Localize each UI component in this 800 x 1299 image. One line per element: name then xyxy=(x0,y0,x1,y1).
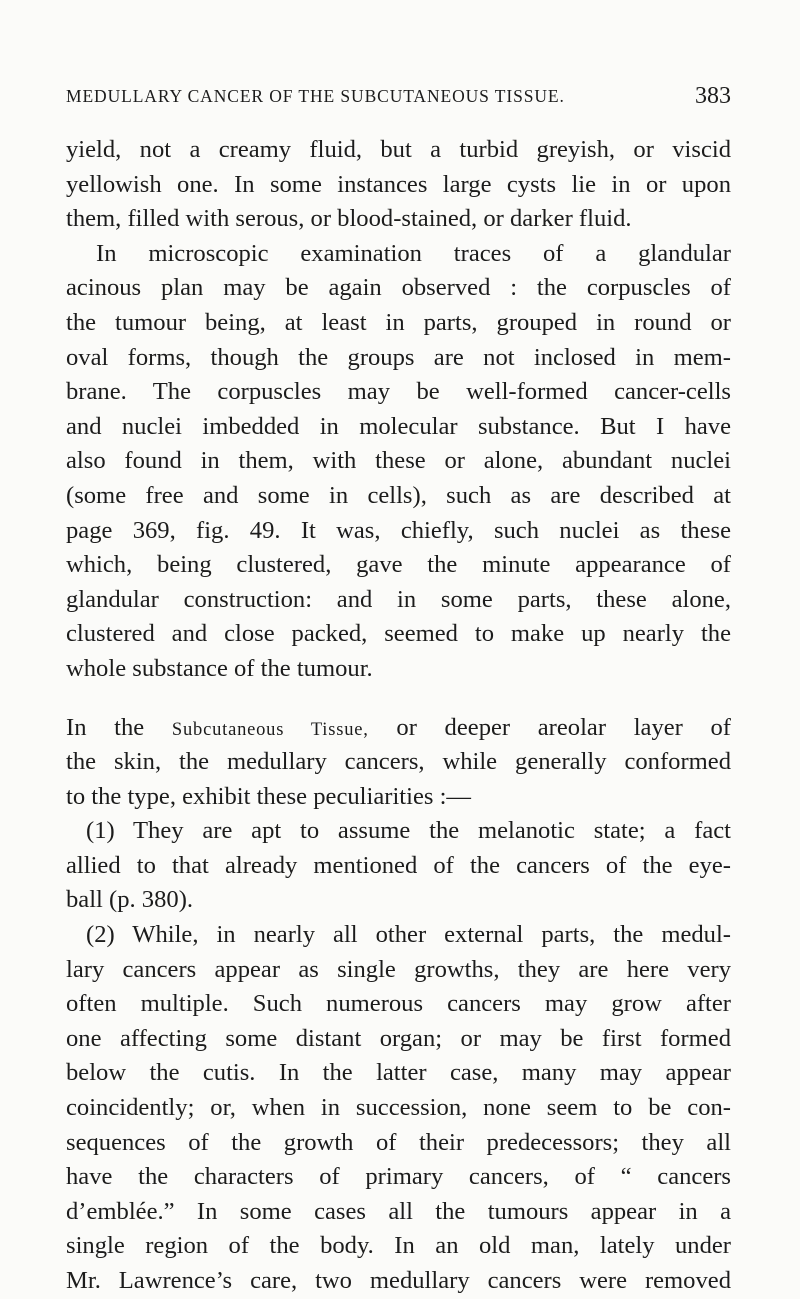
text-line xyxy=(66,711,731,746)
text-line: the skin, the medullary cancers, while generally conformed xyxy=(66,748,731,776)
running-title: MEDULLARY CANCER OF THE SUBCUTANEOUS TISSUE. xyxy=(66,86,565,106)
text-line: coincidently; or, when in succession, none seem to be con- xyxy=(66,1094,731,1122)
paragraph-2 xyxy=(66,237,731,687)
list-item-2 xyxy=(66,918,731,1299)
text-line: the tumour being, at least in parts, grouped in round or xyxy=(66,308,731,336)
text-line: clustered and close packed, seemed to make up nearly the xyxy=(66,620,731,648)
text-line: allied to that already mentioned of the cancers of the eye- xyxy=(66,851,731,879)
text-line: them, filled with serous, or blood-stained, or darker fluid. xyxy=(66,205,632,233)
section-gap xyxy=(66,687,731,711)
text-line: page 369, fig. 49. It was, chiefly, such nuclei as these xyxy=(66,516,731,544)
section-heading-smallcaps: Subcutaneous Tissue, xyxy=(171,719,369,740)
text-line: which, being clustered, gave the minute appearance of xyxy=(66,551,731,579)
text-line: oval forms, though the groups are not inclosed in mem- xyxy=(66,343,731,371)
page-number: 383 xyxy=(695,83,731,109)
text-line: lary cancers appear as single growths, they are here very xyxy=(66,955,731,983)
text-line: and nuclei imbedded in molecular substance. But I have xyxy=(66,412,731,440)
text-line: sequences of the growth of their predecessors; they all xyxy=(66,1128,731,1156)
list-item-1 xyxy=(66,814,731,918)
text-line: brane. The corpuscles may be well-formed cancer-cells xyxy=(66,378,731,406)
text-line: also found in them, with these or alone, abundant nuclei xyxy=(66,447,731,475)
text-line: acinous plan may be again observed : the corpuscles of xyxy=(66,274,731,302)
text-line: to the type, exhibit these peculiarities :— xyxy=(66,782,472,810)
text-line: whole substance of the tumour. xyxy=(66,654,373,682)
text-run: or deeper areolar layer of xyxy=(368,713,731,741)
paragraph-1 xyxy=(66,133,731,237)
text-line: (some free and some in cells), such as are described at xyxy=(66,481,731,509)
text-line: (1) They are apt to assume the melanotic state; a fact xyxy=(86,817,731,845)
text-line: d’emblée.” In some cases all the tumours appear in a xyxy=(66,1197,731,1225)
text-line: below the cutis. In the latter case, many may appear xyxy=(66,1059,731,1087)
text-line: single region of the body. In an old man, lately under xyxy=(66,1232,731,1260)
text-line: have the characters of primary cancers, of “ cancers xyxy=(66,1163,731,1191)
text-line: In microscopic examination traces of a glandular xyxy=(96,239,731,267)
text-line: Mr. Lawrence’s care, two medullary cancers were removed xyxy=(66,1267,731,1294)
text-line: (2) While, in nearly all other external parts, the medul- xyxy=(86,921,731,949)
paragraph-3 xyxy=(66,711,731,815)
body-text xyxy=(66,133,731,1299)
text-line: yellowish one. In some instances large cysts lie in or upon xyxy=(66,170,731,198)
text-line: yield, not a creamy fluid, but a turbid greyish, or viscid xyxy=(66,136,731,163)
text-line: often multiple. Such numerous cancers may grow after xyxy=(66,990,731,1018)
running-head xyxy=(66,83,731,116)
text-line: one affecting some distant organ; or may be first formed xyxy=(66,1024,731,1052)
text-run: In the xyxy=(66,713,172,741)
text-line: ball (p. 380). xyxy=(66,886,194,914)
text-line: glandular construction: and in some parts, these alone, xyxy=(66,585,731,613)
